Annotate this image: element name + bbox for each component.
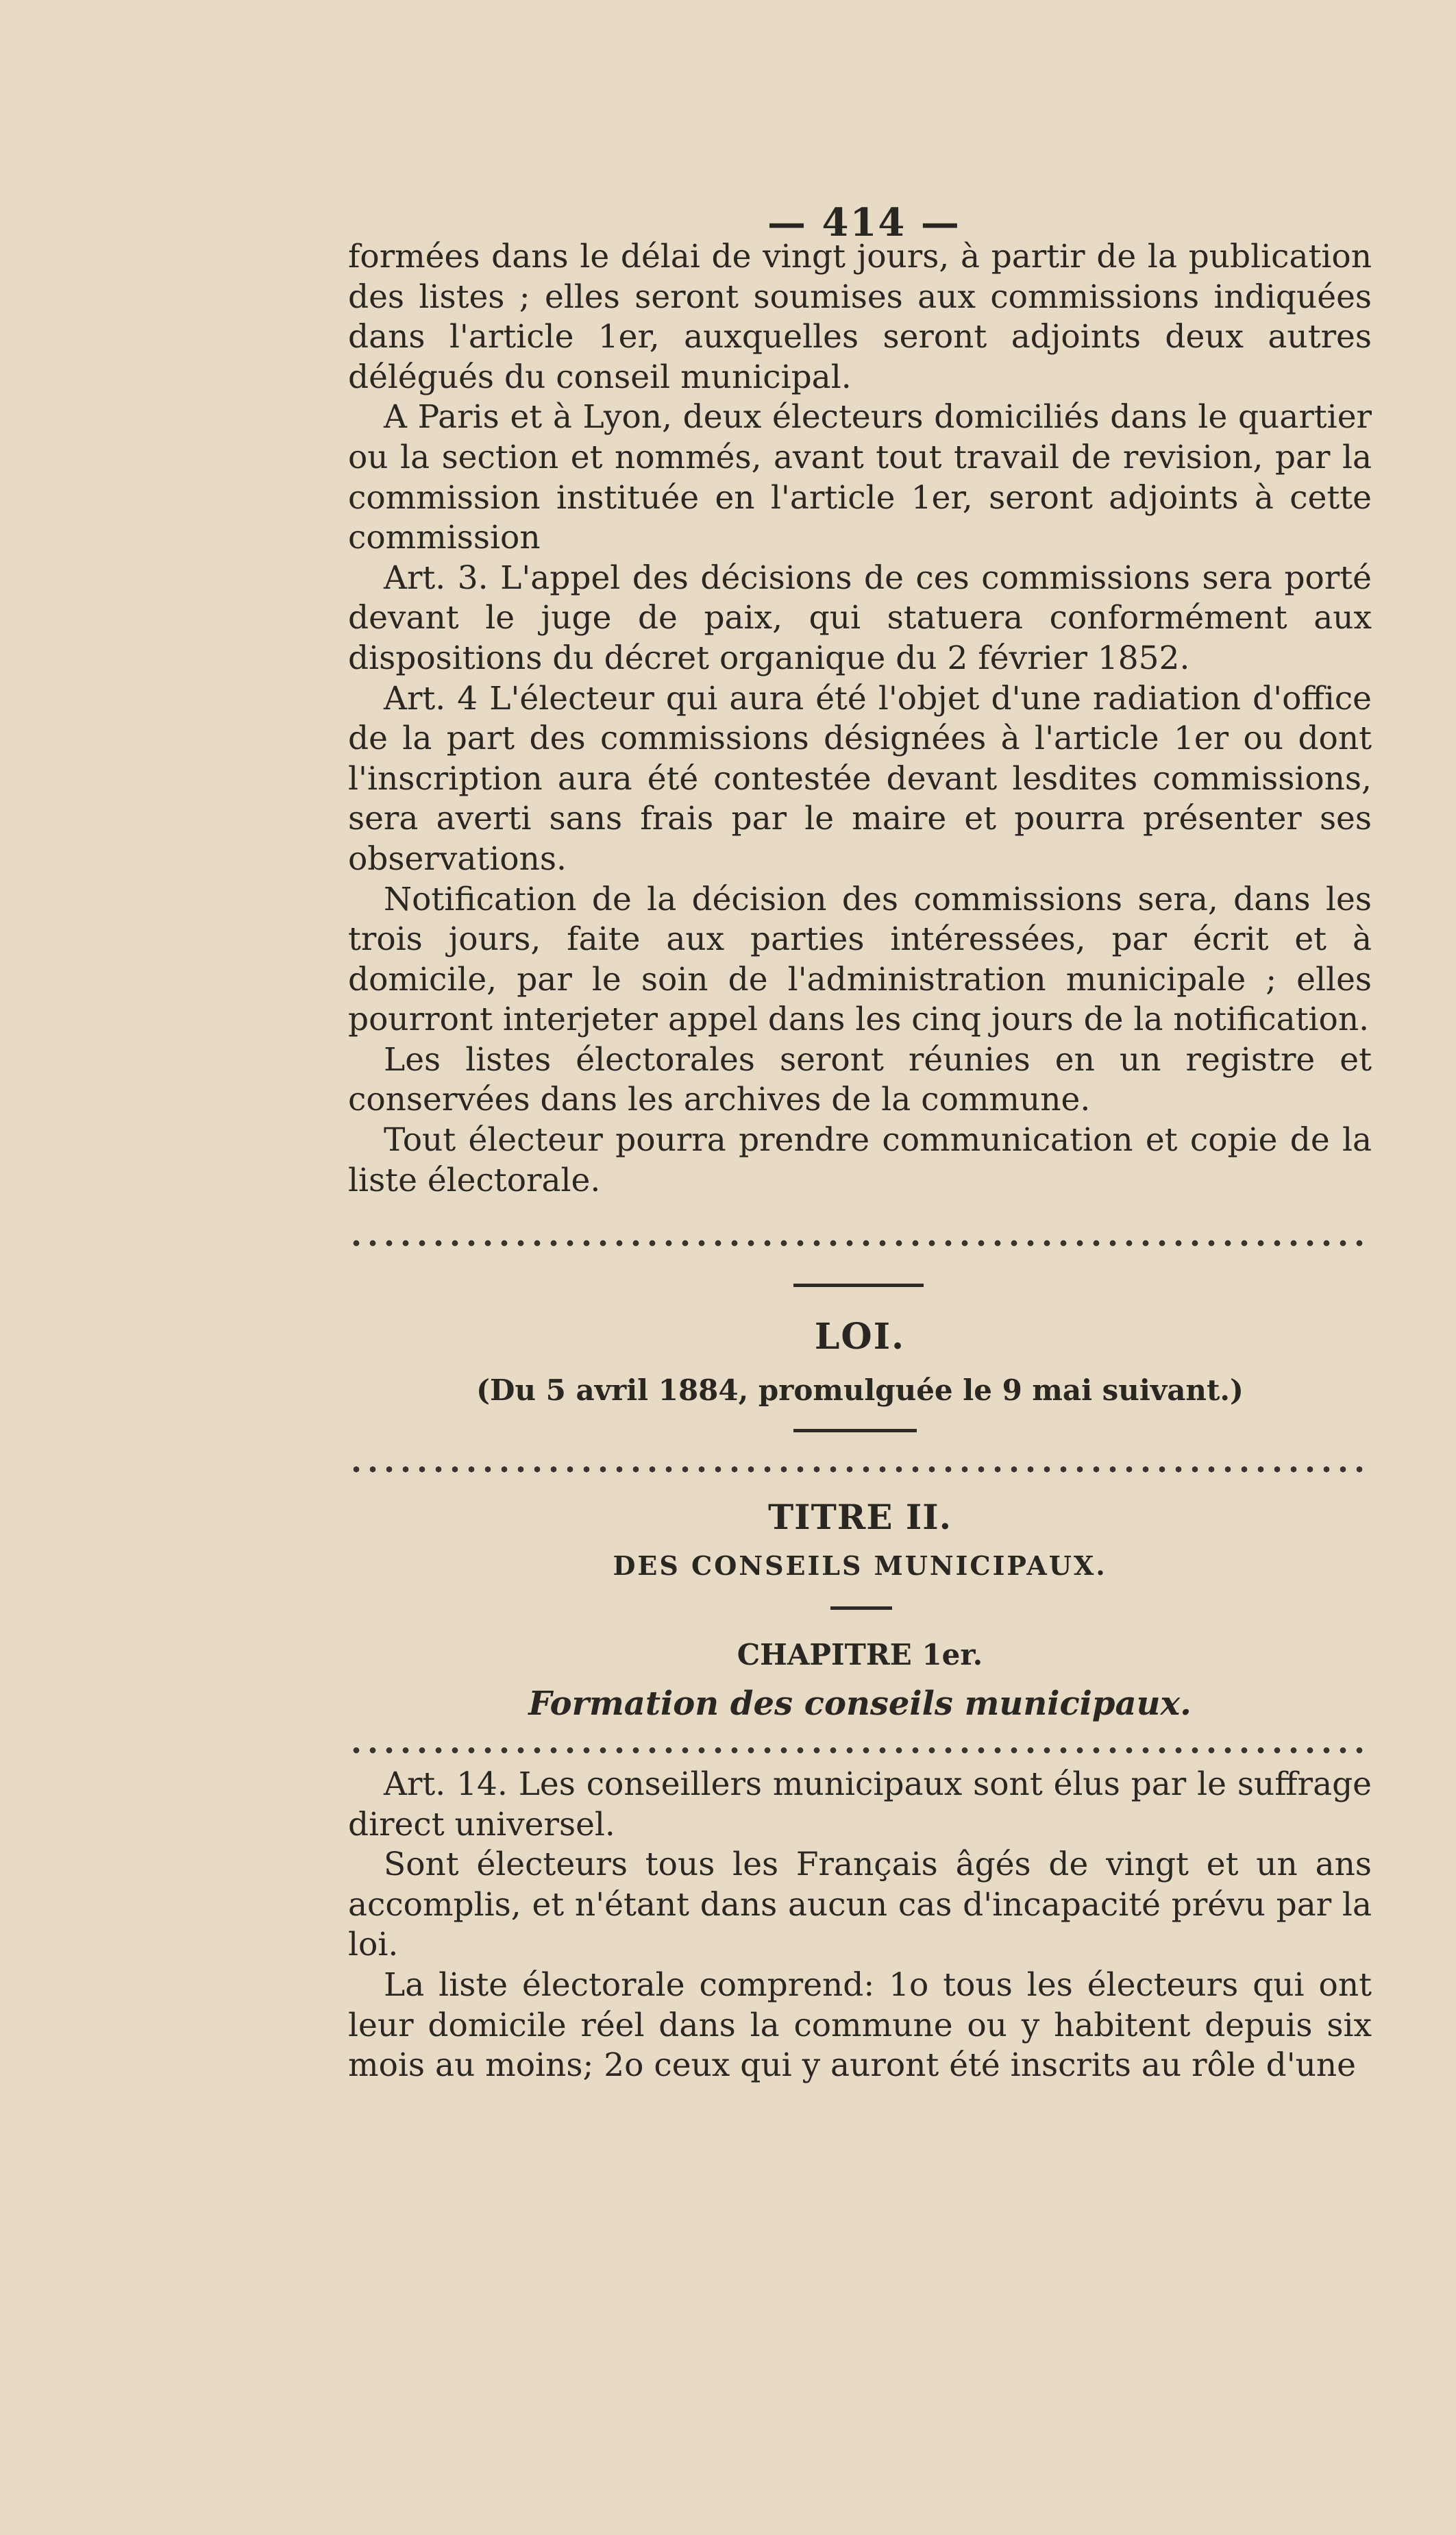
rule <box>793 1429 917 1432</box>
paragraph: Art. 3. L'appel des décisions de ces commissions sera porté devant le juge de paix, qui statuera conformément aux dispositions du décret organique du 2 février 1852. <box>348 559 1372 677</box>
paragraph: Notification de la décision des commissions sera, dans les trois jours, faite aux parties intéressées, par écrit et à domicile, par le soin de l'administration municipale ; elles pourront interjeter appel dans les cinq jours de la notification. <box>348 880 1372 1039</box>
loi-title: LOI. <box>814 1316 906 1358</box>
paragraph: Art. 4 L'électeur qui aura été l'objet d'une radiation d'office de la part des commissions désignées à l'article 1er ou dont l'inscription aura été contestée devant lesdites commissions, sera averti sans frais par le maire et pourra présenter ses observations. <box>348 679 1372 878</box>
titre-subtitle: DES CONSEILS MUNICIPAUX. <box>613 1550 1107 1581</box>
loi-subtitle: (Du 5 avril 1884, promulguée le 9 mai suivant.) <box>476 1373 1244 1407</box>
rule <box>830 1606 892 1610</box>
paragraph: Art. 14. Les conseillers municipaux sont élus par le suffrage direct universel. <box>348 1765 1372 1844</box>
titre-title: TITRE II. <box>767 1497 952 1537</box>
chapitre-subtitle: Formation des conseils municipaux. <box>528 1685 1192 1723</box>
rule <box>793 1284 924 1287</box>
dotted-separator <box>348 1746 1372 1754</box>
dotted-separator <box>348 1239 1372 1247</box>
continuation-text <box>348 237 1372 1201</box>
paragraph: Les listes électorales seront réunies en un registre et conservées dans les archives de la commune. <box>348 1040 1372 1119</box>
paragraph: A Paris et à Lyon, deux électeurs domiciliés dans le quartier ou la section et nommés, avant tout travail de revision, par la commission instituée en l'article 1er, seront adjoints à cette commission <box>348 398 1372 557</box>
paragraph: Tout électeur pourra prendre communication et copie de la liste électorale. <box>348 1121 1372 1199</box>
paragraph: Sont électeurs tous les Français âgés de vingt et un ans accomplis, et n'étant dans aucun cas d'incapacité prévu par la loi. <box>348 1846 1372 1964</box>
paragraph: La liste électorale comprend: 1o tous les électeurs qui ont leur domicile réel dans la commune ou y habitent depuis six mois au moins; 2o ceux qui y auront été inscrits au rôle d'une <box>348 1965 1372 2085</box>
articles-text <box>348 1765 1372 2086</box>
paragraph: formées dans le délai de vingt jours, à partir de la publication des listes ; elles seront soumises aux commissions indiquées dans l'article 1er, auxquelles seront adjoints deux autres délégués du conseil municipal. <box>348 238 1372 396</box>
chapitre-title: CHAPITRE 1er. <box>737 1638 983 1671</box>
page-number: — 414 — <box>767 200 961 245</box>
dotted-separator <box>348 1465 1372 1473</box>
